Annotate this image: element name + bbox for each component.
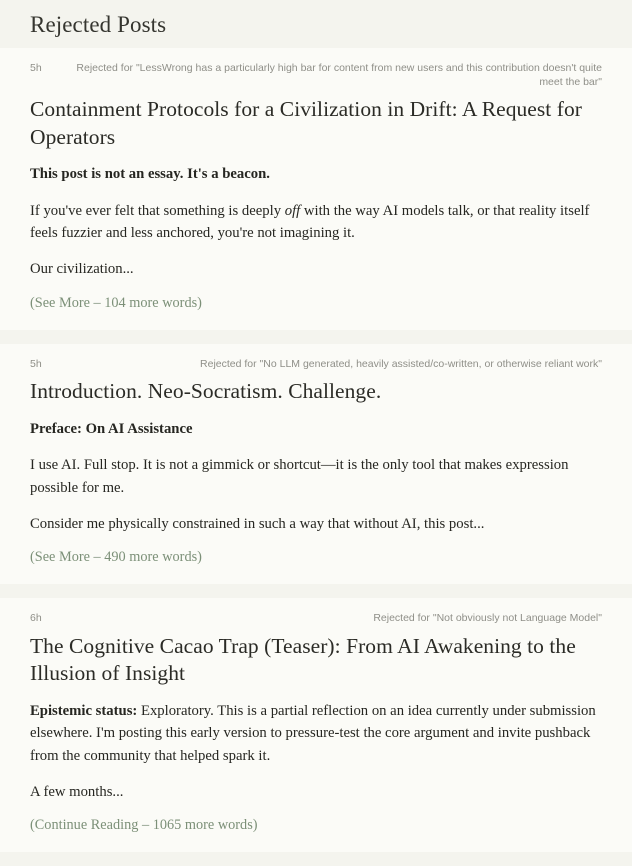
- post-text: A few months...: [30, 783, 124, 800]
- post-paragraph: [30, 781, 602, 803]
- post-text: Consider me physically constrained in such a way that without AI, this post...: [30, 515, 485, 532]
- rejected-posts-list: [0, 48, 632, 852]
- post-rejection-reason: Rejected for "No LLM generated, heavily assisted/co-written, or otherwise reliant work": [200, 357, 602, 370]
- post-text-bold: Preface: On AI Assistance: [30, 420, 193, 437]
- post-body: [30, 700, 602, 803]
- post-meta: [30, 358, 602, 372]
- post-text-italic: off: [284, 202, 301, 219]
- post-paragraph: [30, 418, 602, 440]
- rejected-post-item: [0, 344, 632, 585]
- post-body: [30, 163, 602, 280]
- post-text-bold: This post is not an essay. It's a beacon.: [30, 166, 270, 183]
- post-text: If you've ever felt that something is deeply: [30, 202, 285, 219]
- post-paragraph: [30, 163, 602, 185]
- post-timestamp: 5h: [30, 62, 42, 74]
- rejected-post-item: [0, 48, 632, 330]
- post-paragraph: [30, 258, 602, 280]
- post-text: with the way AI models talk, or that reality itself feels fuzzier and less anchored, you're not imagining it.: [30, 202, 590, 241]
- post-timestamp: 6h: [30, 612, 42, 625]
- see-more-link[interactable]: (See More – 490 more words): [30, 549, 202, 566]
- post-paragraph: [30, 454, 602, 499]
- post-meta: [30, 612, 602, 626]
- post-text-bold: Epistemic status:: [30, 702, 138, 719]
- rejected-post-item: [0, 598, 632, 852]
- post-body: [30, 418, 602, 535]
- post-paragraph: [30, 700, 602, 767]
- post-title-link[interactable]: Introduction. Neo-Socratism. Challenge.: [30, 379, 382, 404]
- post-paragraph: [30, 513, 602, 535]
- post-title-link[interactable]: Containment Protocols for a Civilization in Drift: A Request for Operators: [30, 97, 582, 149]
- post-meta: [30, 62, 602, 89]
- post-timestamp: 5h: [30, 357, 42, 370]
- post-text: Exploratory. This is a partial reflection on an idea currently under submission elsewhere. I'm posting this early version to pressure-test the core argument and invite pushback from the community that helped spark it.: [30, 702, 596, 764]
- post-text: I use AI. Full stop. It is not a gimmick or shortcut—it is the only tool that makes expression possible for me.: [30, 457, 569, 496]
- post-rejection-reason: Rejected for "LessWrong has a particularly high bar for content from new users and this contribution doesn't quite meet the bar": [76, 62, 602, 88]
- post-rejection-reason: Rejected for "Not obviously not Language Model": [373, 612, 602, 625]
- page-title: Rejected Posts: [30, 12, 167, 37]
- post-title-link[interactable]: The Cognitive Cacao Trap (Teaser): From AI Awakening to the Illusion of Insight: [30, 633, 576, 686]
- post-text: Our civilization...: [30, 261, 134, 278]
- post-paragraph: [30, 200, 602, 245]
- see-more-link[interactable]: (See More – 104 more words): [30, 294, 202, 311]
- see-more-link[interactable]: (Continue Reading – 1065 more words): [30, 817, 258, 834]
